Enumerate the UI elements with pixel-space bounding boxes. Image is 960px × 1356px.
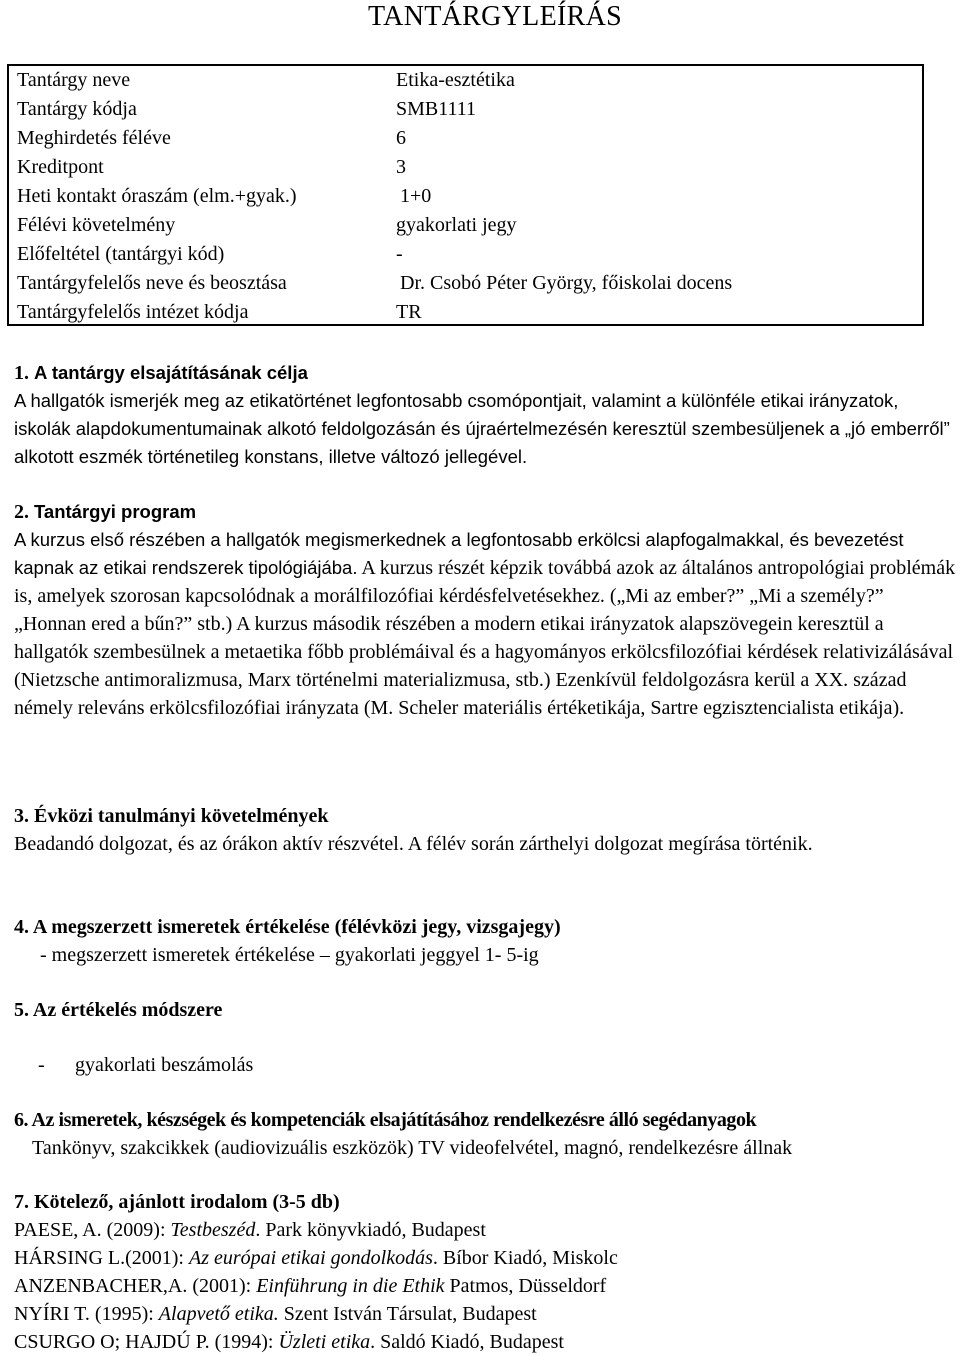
section-2-text-part-2: A kurzus részét képzik továbbá azok az általános antropológiai problémák is, amelyek szorosan kapcsolódnak a morálfilozófiai kérdésfelvetésekhez. („Mi az ember?” „Mi a személy?” „Honnan ered a bűn?” stb.) A kurzus második részében a modern etikai irányzatok alapszövegein keresztül a hallgatók szembesülnek a metaetika főbb problémáival és a hagyományos erkölcsfilozófiai kérdések relativizálásával (Nietzsche antimoralizmusa, Marx történelmi materializmusa, stb.) Ezenkívül feldolgozásra kerül a XX. század némely releváns erkölcsfilozófiai irányzata (M. Scheler materiális értéketikája, Sartre egzisztencialista etikája). [14, 557, 956, 719]
info-value: gyakorlati jegy [396, 214, 517, 236]
bib-title: Testbeszéd [170, 1219, 256, 1241]
info-value: Etika-esztétika [396, 69, 515, 91]
section-5-text: gyakorlati beszámolás [75, 1054, 254, 1076]
section-5 [14, 996, 956, 1079]
info-label: Tantárgyfelelős intézet kódja [17, 301, 249, 323]
bib-publisher: . Bíbor Kiadó, Miskolc [432, 1247, 618, 1269]
bibliography-item [14, 1272, 956, 1300]
section-1 [14, 359, 956, 471]
section-3-text: Beadandó dolgozat, és az órákon aktív részvétel. A félév során zárthelyi dolgozat megírása történik. [14, 833, 813, 855]
info-label: Tantárgy neve [17, 69, 131, 91]
info-value: Dr. Csobó Péter György, főiskolai docens [400, 272, 733, 294]
bib-title: Einführung in die Ethik [256, 1275, 445, 1297]
bib-author: NYÍRI T. (1995): [14, 1303, 159, 1325]
section-5-item [14, 1051, 956, 1079]
info-value: TR [396, 301, 422, 323]
info-label: Félévi követelmény [17, 214, 176, 236]
bib-publisher: Patmos, Düsseldorf [444, 1275, 607, 1297]
info-value: - [396, 243, 403, 265]
section-6-heading: 6. Az ismeretek, készségek és kompetenciák elsajátításához rendelkezésre álló segédanyagok [14, 1109, 757, 1131]
section-5-dash: - [38, 1054, 45, 1076]
section-7-heading: 7. Kötelező, ajánlott irodalom (3-5 db) [14, 1191, 340, 1213]
bibliography-item [14, 1300, 956, 1328]
section-4-text: - megszerzett ismeretek értékelése – gyakorlati jeggyel 1- 5-ig [40, 944, 539, 966]
bib-publisher: Szent István Társulat, Budapest [278, 1303, 537, 1325]
section-2-number: 2. [14, 501, 29, 523]
section-3-heading: 3. Évközi tanulmányi követelmények [14, 805, 329, 827]
info-label: Előfeltétel (tantárgyi kód) [17, 243, 225, 265]
course-info-table [7, 64, 924, 326]
section-1-text: A hallgatók ismerjék meg az etikatörténet legfontosabb csomópontjait, valamint a különféle etikai irányzatok, iskolák alapdokumentumainak alkotó feldolgozásán és újraértelmezésén keresztül szembesüljenek a „jó emberről” alkotott eszmék történetileg konstans, illetve változó jellegével. [14, 390, 950, 467]
bibliography-item [14, 1216, 956, 1244]
section-5-heading: 5. Az értékelés módszere [14, 999, 223, 1021]
bibliography-item [14, 1244, 956, 1272]
section-2-title: Tantárgyi program [34, 501, 197, 522]
info-value: 3 [396, 156, 406, 178]
section-4 [14, 913, 956, 969]
bib-publisher: . Saldó Kiadó, Budapest [370, 1331, 564, 1353]
section-4-heading: 4. A megszerzett ismeretek értékelése (félévközi jegy, vizsgajegy) [14, 916, 561, 938]
bib-title: Alapvető etika. [158, 1303, 279, 1325]
info-label: Meghirdetés féléve [17, 127, 171, 149]
section-2 [14, 498, 956, 722]
info-label: Kreditpont [17, 156, 104, 178]
section-3 [14, 802, 956, 858]
section-2-text-part-1: A kurzus első részében a hallgatók megismerkednek a legfontosabb erkölcsi alapfogalmakkal, és bevezetést kapnak az etikai rendszerek tipológiájába. [14, 529, 904, 578]
section-6 [14, 1106, 960, 1162]
bib-author: PAESE, A. (2009): [14, 1219, 171, 1241]
info-label: Tantárgyfelelős neve és beosztása [17, 272, 287, 294]
bib-author: CSURGO O; HAJDÚ P. (1994): [14, 1331, 279, 1353]
info-value: SMB1111 [396, 98, 477, 120]
section-1-heading [14, 359, 956, 387]
bib-author: HÁRSING L.(2001): [14, 1247, 189, 1269]
bib-title: Üzleti etika [278, 1331, 371, 1353]
section-1-title: A tantárgy elsajátításának célja [34, 362, 308, 383]
section-6-text: Tankönyv, szakcikkek (audiovizuális eszközök) TV videofelvétel, magnó, rendelkezésre állnak [32, 1137, 793, 1159]
info-label: Heti kontakt óraszám (elm.+gyak.) [17, 185, 297, 207]
section-2-text [14, 526, 956, 722]
bib-publisher: . Park könyvkiadó, Budapest [255, 1219, 486, 1241]
bib-author: ANZENBACHER,A. (2001): [14, 1275, 257, 1297]
info-value: 1+0 [400, 185, 432, 207]
info-value: 6 [396, 127, 406, 149]
document-title: TANTÁRGYLEÍRÁS [368, 1, 622, 32]
section-1-number: 1. [14, 362, 29, 384]
info-label: Tantárgy kódja [17, 98, 137, 120]
section-2-heading [14, 498, 956, 526]
bibliography-list [14, 1216, 956, 1356]
section-7 [14, 1188, 956, 1356]
bib-title: Az európai etikai gondolkodás [189, 1247, 433, 1269]
